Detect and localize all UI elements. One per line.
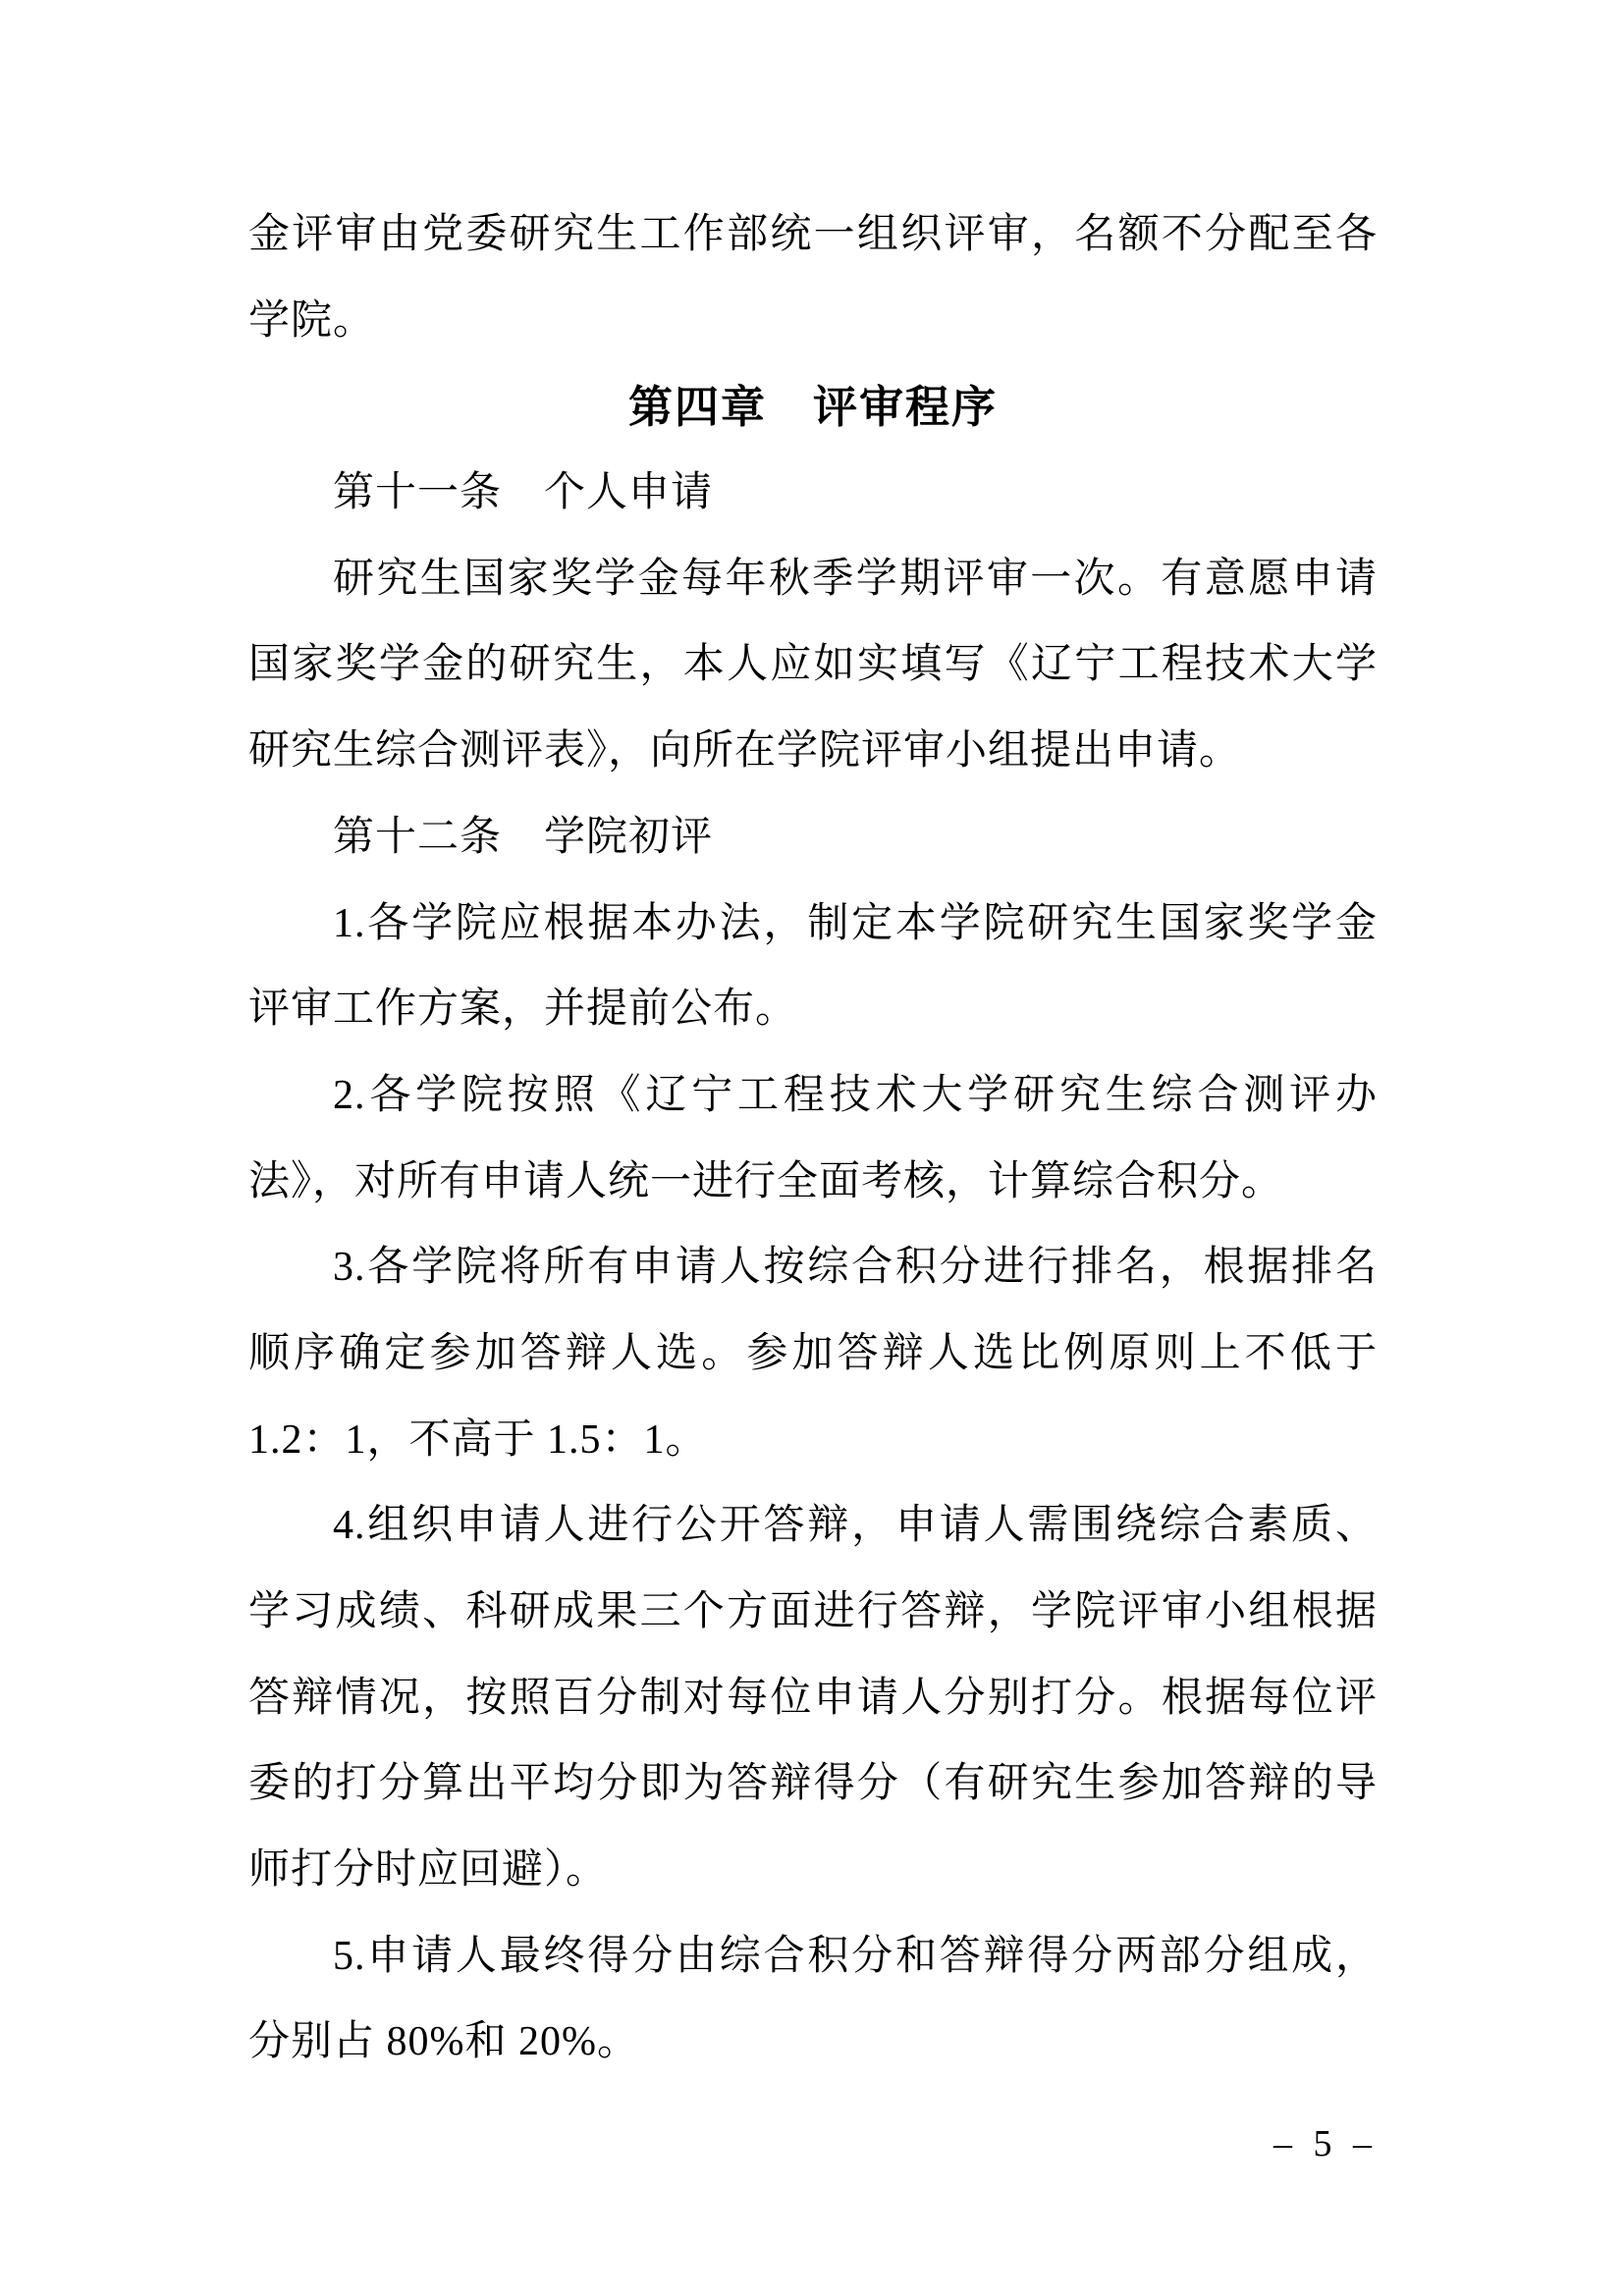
text-line: 答辩情况，按照百分制对每位申请人分别打分。根据每位评 — [248, 1675, 1378, 1721]
text-line: 国家奖学金的研究生，本人应如实填写《辽宁工程技术大学 — [248, 642, 1378, 688]
text-line: 委的打分算出平均分即为答辩得分（有研究生参加答辩的导 — [248, 1761, 1378, 1807]
text-line: 研究生综合测评表》，向所在学院评审小组提出申请。 — [248, 728, 1242, 774]
text-line: 顺序确定参加答辩人选。参加答辩人选比例原则上不低于 — [248, 1330, 1378, 1376]
text-line: 研究生国家奖学金每年秋季学期评审一次。有意愿申请 — [333, 556, 1378, 602]
text-line: 学院。 — [248, 297, 376, 344]
page-number: – 5 – — [1273, 2123, 1378, 2164]
text-line: 金评审由党委研究生工作部统一组织评审，名额不分配至各 — [248, 212, 1378, 257]
text-line: 4.组织申请人进行公开答辩，申请人需围绕综合素质、 — [333, 1503, 1378, 1549]
text-line: 师打分时应回避）。 — [248, 1847, 609, 1894]
text-line: 3.各学院将所有申请人按综合积分进行排名，根据排名 — [333, 1245, 1378, 1291]
text-line: 1.2：1，不高于 1.5：1。 — [248, 1416, 708, 1463]
text-line: 评审工作方案，并提前公布。 — [248, 987, 798, 1033]
text-line: 2.各学院按照《辽宁工程技术大学研究生综合测评办 — [333, 1072, 1378, 1118]
text-block — [248, 192, 1378, 2086]
text-line: 学习成绩、科研成果三个方面进行答辩，学院评审小组根据 — [248, 1589, 1378, 1634]
text-line: 5.申请人最终得分由综合积分和答辩得分两部分组成， — [333, 1933, 1378, 1979]
article-heading: 第十一条 个人申请 — [333, 470, 714, 516]
text-line: 1.各学院应根据本办法，制定本学院研究生国家奖学金 — [333, 900, 1378, 946]
article-heading: 第十二条 学院初评 — [333, 814, 714, 860]
text-line: 分别占 80%和 20%。 — [248, 2019, 639, 2065]
text-line: 法》，对所有申请人统一进行全面考核，计算综合积分。 — [248, 1158, 1284, 1204]
chapter-heading: 第四章 评审程序 — [627, 382, 998, 433]
